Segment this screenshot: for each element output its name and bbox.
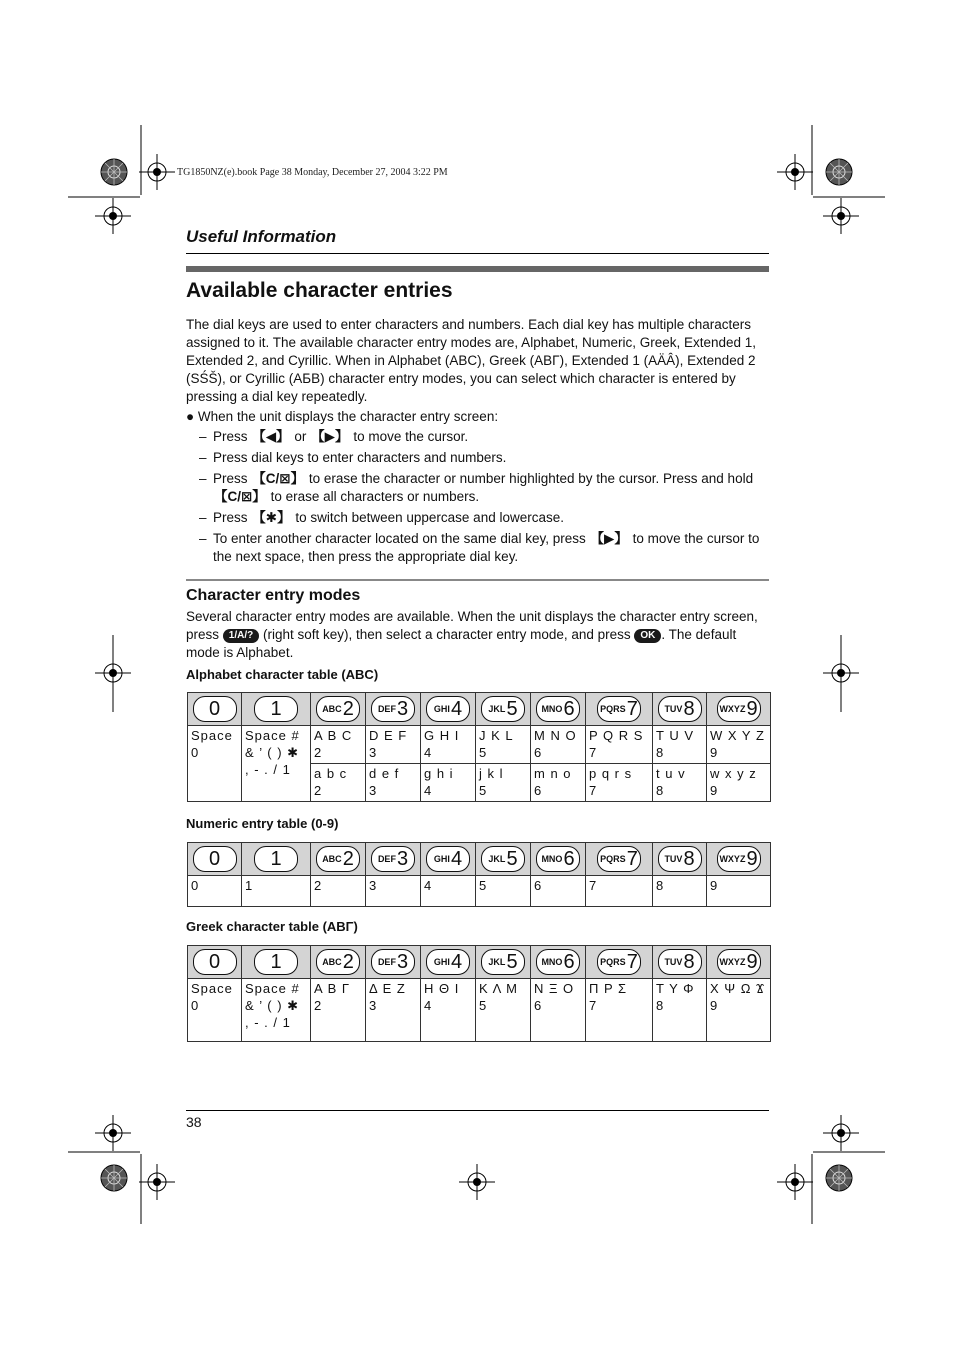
dial-key-7-icon: PQRS 7 [597, 846, 641, 872]
dial-key-7-icon: PQRS 7 [597, 696, 641, 722]
dial-key-8-icon: TUV 8 [658, 846, 702, 872]
dial-key-cell [653, 843, 707, 876]
dial-key-cell [586, 843, 653, 876]
dial-key-6-icon: MNO 6 [536, 846, 580, 872]
dial-key-cell [242, 946, 311, 979]
table-cell: p q r s 7 [586, 764, 653, 802]
bullet-item [186, 408, 498, 426]
table-cell: d e f 3 [366, 764, 421, 802]
dial-key-cell [653, 946, 707, 979]
table-cell: 7 [586, 876, 653, 907]
dial-key-9-icon: WXYZ 9 [717, 846, 761, 872]
dial-key-5-icon: JKL 5 [481, 949, 525, 975]
dial-key-cell [653, 693, 707, 726]
soft-key-icon: 1/A/? [223, 629, 259, 643]
table-cell: j k l 5 [476, 764, 531, 802]
dial-key-7-icon: PQRS 7 [597, 949, 641, 975]
table-cell: M N O 6 [531, 726, 586, 764]
page-title: Available character entries [186, 279, 453, 302]
step-list [199, 428, 771, 569]
page-number: 38 [186, 1114, 202, 1130]
table-cell: P Q R S 7 [586, 726, 653, 764]
table-cell: Χ Ψ Ω Ϫ 9 [707, 979, 771, 1042]
dial-key-cell [311, 946, 366, 979]
table-caption-greek: Greek character table (ΑΒΓ) [186, 919, 358, 934]
table-cell: 2 [311, 876, 366, 907]
dial-key-cell [311, 693, 366, 726]
greek-table [187, 945, 771, 1042]
table-cell: T U V 8 [653, 726, 707, 764]
section-heading: Character entry modes [186, 587, 361, 604]
table-cell: Ν Ξ Ο 6 [531, 979, 586, 1042]
dial-key-cell [531, 946, 586, 979]
dial-key-5-icon: JKL 5 [481, 846, 525, 872]
dial-key-2-icon: ABC 2 [316, 696, 360, 722]
table-cell: Π Ρ Σ 7 [586, 979, 653, 1042]
dial-key-8-icon: TUV 8 [658, 949, 702, 975]
dial-key-cell [421, 843, 476, 876]
dial-key-5-icon: JKL 5 [481, 696, 525, 722]
table-cell: Η Θ Ι 4 [421, 979, 476, 1042]
dial-key-6-icon: MNO 6 [536, 949, 580, 975]
dial-key-9-icon: WXYZ 9 [717, 949, 761, 975]
step-item: – Press 【✱】 to switch between uppercase and lowercase. [199, 509, 771, 527]
dial-key-cell [476, 946, 531, 979]
dial-key-cell [707, 946, 771, 979]
dial-key-cell [421, 693, 476, 726]
dial-key-cell [476, 843, 531, 876]
table-cell: 3 [366, 876, 421, 907]
left-key: 【◀】 [252, 429, 290, 444]
bullet-icon: ● [186, 409, 195, 424]
clear-key: 【C/⊠】 [252, 471, 305, 486]
dial-key-cell [366, 946, 421, 979]
dial-key-cell [188, 693, 242, 726]
dial-key-cell [311, 843, 366, 876]
title-rule [186, 266, 769, 272]
dial-key-4-icon: GHI 4 [426, 949, 470, 975]
dial-key-cell [366, 693, 421, 726]
table-cell: A B C 2 [311, 726, 366, 764]
header-rule [186, 253, 769, 254]
dial-key-cell [421, 946, 476, 979]
table-cell: g h i 4 [421, 764, 476, 802]
table-row [188, 979, 771, 1042]
step-item: – To enter another character located on the same dial key, press 【▶】 to move the cursor to the next space, then press the appropriate dial key. [199, 530, 771, 566]
dial-key-cell [242, 843, 311, 876]
dial-key-6-icon: MNO 6 [536, 696, 580, 722]
dial-key-2-icon: ABC 2 [316, 949, 360, 975]
table-cell: Τ Υ Φ 8 [653, 979, 707, 1042]
dial-key-0-icon: 0 [193, 846, 237, 872]
table-cell: 9 [707, 876, 771, 907]
right-key: 【▶】 [590, 531, 628, 546]
dial-key-cell [531, 693, 586, 726]
step-item: – Press 【C/⊠】 to erase the character or number highlighted by the cursor. Press and hold 【C/⊠】 to erase all characters or numbers. [199, 470, 771, 506]
intro-paragraph: The dial keys are used to enter characters and numbers. Each dial key has multiple characters assigned to it. The available character entry modes are, Alphabet, Numeric, Greek, Extended 1, Extended 2, and Cyrillic. When in Alphabet (ABC), Greek (ΑΒΓ), Extended 1 (AÄÂ), Extended 2 (SŚŠ), or Cyrillic (АБВ) character entry modes, you can select which character is entered by pressing a dial key repeatedly. [186, 317, 757, 404]
table-cell: 4 [421, 876, 476, 907]
bullet-text: When the unit displays the character entry screen: [197, 409, 499, 424]
table-cell: t u v 8 [653, 764, 707, 802]
dial-key-1-icon: 1 [254, 949, 298, 975]
table-cell: Space # & ’ ( ) ✱ , - . / 1 [242, 979, 311, 1042]
table-cell: 8 [653, 876, 707, 907]
section-rule [186, 579, 769, 581]
table-cell: D E F 3 [366, 726, 421, 764]
dial-key-3-icon: DEF 3 [371, 949, 415, 975]
table-cell: Space # & ’ ( ) ✱ , - . / 1 [242, 726, 311, 802]
dial-key-cell [476, 693, 531, 726]
dial-key-cell [586, 693, 653, 726]
star-key: 【✱】 [252, 510, 291, 525]
clear-key: 【C/⊠】 [214, 489, 266, 504]
table-cell: a b c 2 [311, 764, 366, 802]
table-cell: W X Y Z 9 [707, 726, 771, 764]
alphabet-table [187, 692, 771, 802]
file-header: TG1850NZ(e).book Page 38 Monday, December 27, 2004 3:22 PM [177, 167, 448, 178]
running-head: Useful Information [186, 227, 337, 246]
table-cell: 5 [476, 876, 531, 907]
dial-key-1-icon: 1 [254, 696, 298, 722]
table-caption-alphabet: Alphabet character table (ABC) [186, 667, 379, 682]
footer-rule [186, 1110, 769, 1111]
dial-key-cell [188, 843, 242, 876]
dial-key-0-icon: 0 [193, 949, 237, 975]
dial-key-cell [366, 843, 421, 876]
dial-key-cell [707, 843, 771, 876]
table-cell: m n o 6 [531, 764, 586, 802]
dial-key-1-icon: 1 [254, 846, 298, 872]
dial-key-4-icon: GHI 4 [426, 696, 470, 722]
dial-key-2-icon: ABC 2 [316, 846, 360, 872]
table-cell: Κ Λ Μ 5 [476, 979, 531, 1042]
ok-key-icon: OK [634, 629, 661, 643]
dial-key-cell [586, 946, 653, 979]
table-cell: Space 0 [188, 726, 242, 802]
table-cell: Δ Ε Ζ 3 [366, 979, 421, 1042]
table-cell: w x y z 9 [707, 764, 771, 802]
dial-key-9-icon: WXYZ 9 [717, 696, 761, 722]
dial-key-cell [242, 693, 311, 726]
dial-key-cell [707, 693, 771, 726]
dial-key-3-icon: DEF 3 [371, 696, 415, 722]
table-cell: Space 0 [188, 979, 242, 1042]
table-caption-numeric: Numeric entry table (0-9) [186, 816, 339, 831]
table-cell: 1 [242, 876, 311, 907]
numeric-table [187, 842, 771, 907]
table-row [188, 876, 771, 907]
dial-key-cell [188, 946, 242, 979]
step-item: – Press 【◀】 or 【▶】 to move the cursor. [199, 428, 771, 446]
step-item: – Press dial keys to enter characters and numbers. [199, 449, 771, 467]
table-row [188, 726, 771, 764]
dial-key-cell [531, 843, 586, 876]
section-paragraph: Several character entry modes are available. When the unit displays the character entry screen, press 1/A/? (right soft key), then select a character entry mode, and press OK . The default mode is Alphabet. [186, 609, 758, 660]
table-cell: G H I 4 [421, 726, 476, 764]
dial-key-3-icon: DEF 3 [371, 846, 415, 872]
table-cell: Α Β Γ 2 [311, 979, 366, 1042]
dial-key-8-icon: TUV 8 [658, 696, 702, 722]
right-key: 【▶】 [311, 429, 349, 444]
table-cell: J K L 5 [476, 726, 531, 764]
table-cell: 6 [531, 876, 586, 907]
dial-key-0-icon: 0 [193, 696, 237, 722]
table-cell: 0 [188, 876, 242, 907]
dial-key-4-icon: GHI 4 [426, 846, 470, 872]
